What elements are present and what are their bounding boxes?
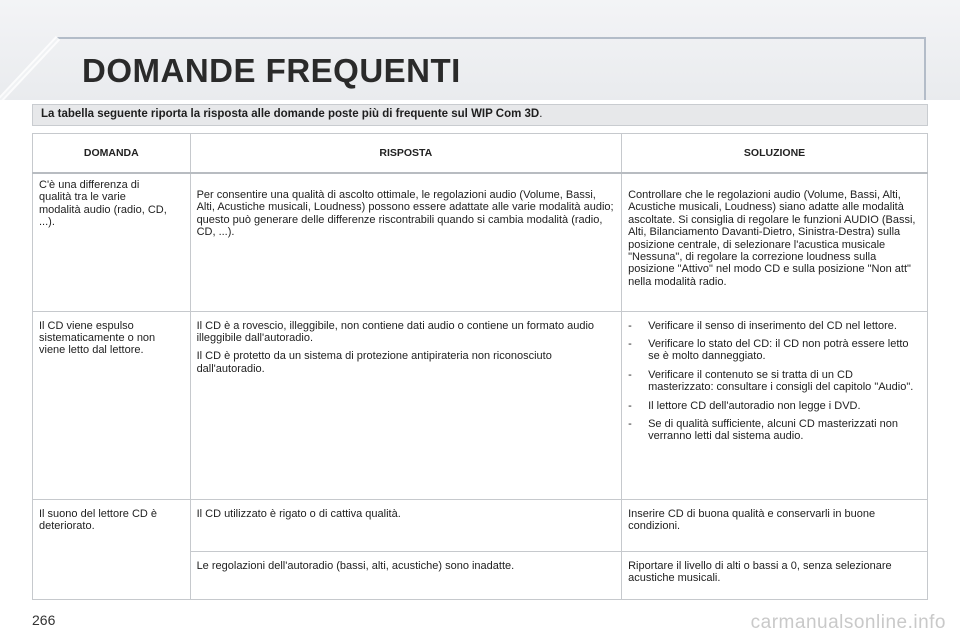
question-cell: [33, 499, 191, 599]
table-header-row: [33, 134, 928, 174]
solution-cell: [622, 173, 928, 311]
column-header-domanda: DOMANDA: [33, 134, 191, 174]
list-item: [628, 320, 921, 332]
question-cell: [33, 311, 191, 499]
solution-cell: [622, 499, 928, 551]
list-item-text: Verificare lo stato del CD: il CD non potrà essere letto se è molto danneggiato.: [648, 337, 909, 363]
list-item-text: Se di qualità sufficiente, alcuni CD masterizzati non verranno letti dal sistema audio.: [648, 417, 898, 443]
answer-text: Il CD utilizzato è rigato o di cattiva qualità.: [196, 507, 401, 520]
solution-text: Riportare il livello di alti o bassi a 0, senza selezionare acustiche musicali.: [628, 559, 892, 584]
answer-text: Per consentire una qualità di ascolto ottimale, le regolazioni audio (Volume, Bassi, Alti, Acustiche musicali, Loudness) possono essere adattate alle varie modalità audio; questo può generare delle differenze riscontrabili quando si cambia modalità (radio, CD, ...).: [196, 189, 614, 239]
page-title: DOMANDE FREQUENTI: [82, 52, 461, 89]
table-row: [33, 173, 928, 311]
column-header-soluzione: SOLUZIONE: [622, 134, 928, 174]
list-item: [628, 369, 921, 394]
dash-bullet: -: [628, 337, 632, 350]
column-header-risposta: RISPOSTA: [190, 134, 622, 174]
intro-text-bold: La tabella seguente riporta la risposta alle domande poste più di frequente sul WIP Com 3D: [41, 108, 540, 120]
table-row: [33, 499, 928, 551]
solution-cell: [622, 311, 928, 499]
solution-text: Controllare che le regolazioni audio (Volume, Bassi, Alti, Acustiche musicali, Loudness) siano adatte alle modalità ascoltate. Si consiglia di regolare le funzioni AUDIO (Bassi, Alti, Bilanciamento Davanti-Dietro, Sinistra-Destra) sulla posizione centrale, di selezionare l'acustica musicale "Nessuna", di regolare la correzione loudness sulla posizione "Attivo" nel modo CD e sulla posizione "Non att" nella modalità radio.: [628, 189, 916, 288]
dash-bullet: -: [628, 319, 632, 332]
list-item: [628, 418, 921, 443]
list-item-text: Verificare il contenuto se si tratta di un CD masterizzato: consultare i consigli del capitolo "Audio".: [648, 368, 914, 394]
answer-text: Le regolazioni dell'autoradio (bassi, alti, acustiche) sono inadatte.: [196, 559, 515, 572]
answer-cell: [190, 311, 622, 499]
answer-text: Il CD è a rovescio, illeggibile, non contiene dati audio o contiene un formato audio illeggibile dall'autoradio.: [196, 319, 595, 344]
question-text: Il CD viene espulso sistematicamente o non viene letto dal lettore.: [39, 319, 156, 357]
intro-text: [41, 108, 542, 120]
answer-text: Il CD è protetto da un sistema di protezione antipirateria non riconosciuto dall'autoradio.: [196, 350, 552, 375]
intro-text-end: .: [539, 108, 543, 120]
answer-cell: [190, 173, 622, 311]
answer-cell: [190, 551, 622, 599]
solution-text: Inserire CD di buona qualità e conservarli in buone condizioni.: [628, 507, 876, 532]
table-row: [33, 311, 928, 499]
list-item: [628, 338, 921, 363]
solution-list: [628, 320, 921, 443]
page-number: 266: [32, 612, 56, 628]
faq-table: [32, 133, 928, 600]
dash-bullet: -: [628, 399, 632, 412]
question-cell: [33, 173, 191, 311]
list-item-text: Il lettore CD dell'autoradio non legge i DVD.: [648, 399, 861, 412]
dash-bullet: -: [628, 417, 632, 430]
answer-cell: [190, 499, 622, 551]
intro-bar: [32, 104, 928, 126]
question-text: Il suono del lettore CD è deteriorato.: [39, 507, 158, 532]
watermark: carmanualsonline.info: [750, 612, 946, 633]
dash-bullet: -: [628, 368, 632, 381]
question-text: C'è una differenza di qualità tra le varie modalità audio (radio, CD, ...).: [39, 179, 167, 229]
list-item: [628, 400, 921, 412]
solution-cell: [622, 551, 928, 599]
list-item-text: Verificare il senso di inserimento del CD nel lettore.: [648, 319, 897, 332]
